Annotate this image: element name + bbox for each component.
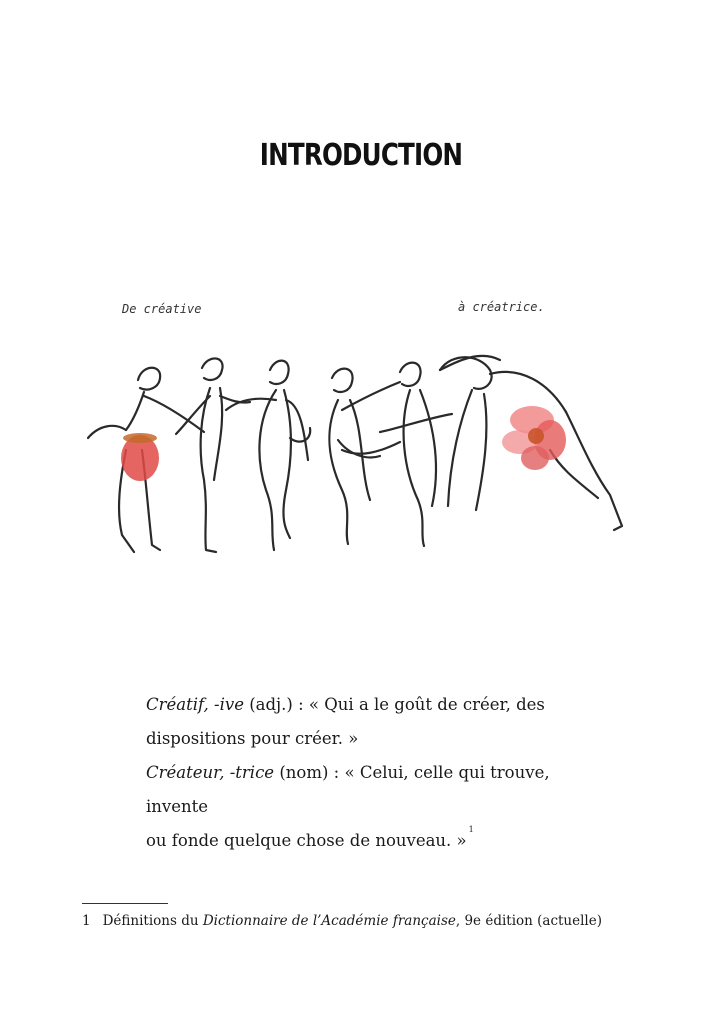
caption-left: De créative bbox=[122, 302, 202, 316]
cited-work: Dictionnaire de l’Académie française bbox=[202, 913, 456, 929]
dancer-figure-3 bbox=[226, 361, 310, 550]
page-title: INTRODUCTION bbox=[259, 138, 463, 173]
definition-createur-cont: ou fonde quelque chose de nouveau. »$^1$ bbox=[146, 825, 474, 850]
caption-right: à créatrice. bbox=[458, 300, 545, 314]
definitions-block bbox=[146, 688, 606, 861]
dancer-figure-5 bbox=[342, 363, 452, 546]
term: Créatif, -ive bbox=[146, 695, 244, 714]
definition-text: « Celui, celle qui trouve, invente bbox=[146, 763, 550, 816]
definition-text: « Qui a le goût de créer, des bbox=[308, 695, 545, 714]
definition-creatif-cont: dispositions pour créer. » bbox=[146, 729, 359, 748]
dancer-figure-4 bbox=[329, 369, 400, 544]
term: Créateur, -trice bbox=[146, 763, 275, 782]
definition-creatif: Créatif, -ive (adj.) : « Qui a le goût de créer, des bbox=[146, 695, 545, 714]
footnote: 1 Définitions du Dictionnaire de l’Académie française, 9e édition (actuelle) bbox=[82, 913, 603, 929]
category: (nom) bbox=[279, 763, 329, 782]
footnote-divider bbox=[82, 903, 168, 904]
footnote-number: 1 bbox=[82, 913, 91, 929]
footnote-reference[interactable]: 1 bbox=[468, 825, 474, 834]
dancer-figure-2 bbox=[176, 358, 250, 552]
definition-createur: Créateur, -trice (nom) : « Celui, celle qui trouve, invente bbox=[146, 763, 550, 816]
category: (adj.) bbox=[249, 695, 293, 714]
dancers-illustration bbox=[80, 330, 640, 560]
watercolor-red-hip bbox=[121, 433, 159, 481]
